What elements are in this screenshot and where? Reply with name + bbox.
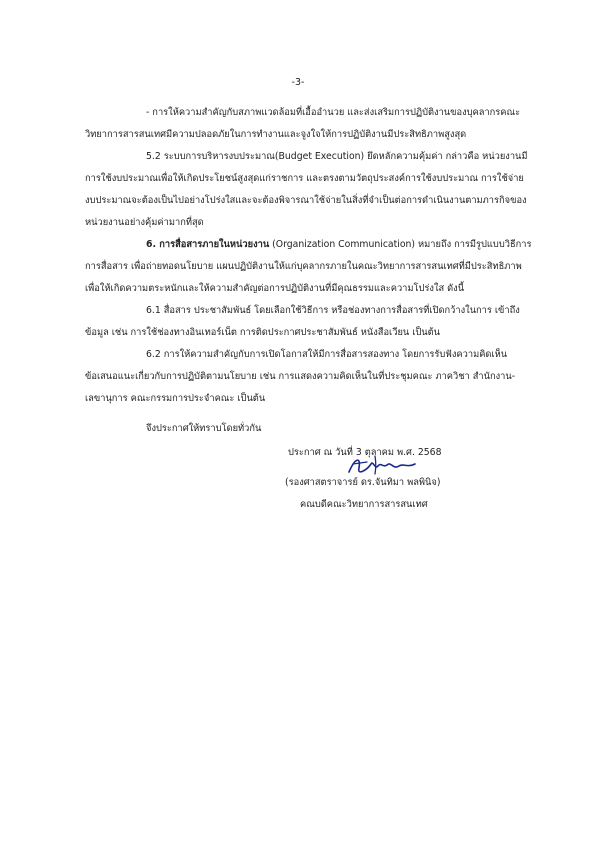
page-number: -3- [291, 77, 305, 88]
para2-line-1: 5.2 ระบบการบริหารงบประมาณ(Budget Execution) ยึดหลักความคุ้มค่า กล่าวคือ หน่วยงานมี [146, 151, 528, 162]
section-heading-rest: (Organization Communication) หมายถึง การมีรูปแบบวิธีการ [269, 239, 532, 250]
signer-name: (รองศาสตราจารย์ ดร.จันทิมา พลพินิจ) [285, 477, 441, 488]
para2-line-3: งบประมาณจะต้องเป็นไปอย่างโปร่งใสและจะต้องพิจารณาใช้จ่ายในสิ่งที่จำเป็นต่อการดำเนินงานตามภารกิจของ [85, 195, 527, 206]
para2-line-2: การใช้งบประมาณเพื่อให้เกิดประโยชน์สูงสุดแก่ราชการ และตรงตามวัตถุประสงค์การใช้งบประมาณ การใช้จ่าย [85, 173, 524, 184]
section-heading: 6. การสื่อสารภายในหน่วยงาน [146, 239, 270, 250]
para3-line-2: การสื่อสาร เพื่อถ่ายทอดนโยบาย แผนปฏิบัติงานให้แก่บุคลากรภายในคณะวิทยาการสารสนเทศที่มีประสิทธิภาพ [85, 261, 522, 272]
signature-image [345, 450, 425, 480]
para1-line-2: วิทยาการสารสนเทศมีความปลอดภัยในการทำงานและจูงใจให้การปฏิบัติงานมีประสิทธิภาพสูงสุด [85, 129, 467, 140]
para4-line-1: 6.1 สื่อสาร ประชาสัมพันธ์ โดยเลือกใช้วิธีการ หรือช่องทางการสื่อสารที่เปิดกว้างในการ เข้าถึง [146, 305, 520, 316]
para5-line-2: ข้อเสนอแนะเกี่ยวกับการปฏิบัติตามนโยบาย เช่น การแสดงความคิดเห็นในที่ประชุมคณะ ภาควิชา สำนักงาน- [85, 371, 516, 382]
para2-line-4: หน่วยงานอย่างคุ้มค่ามากที่สุด [85, 217, 204, 228]
para4-line-2: ข้อมูล เช่น การใช้ช่องทางอินเทอร์เน็ต การติดประกาศประชาสัมพันธ์ หนังสือเวียน เป็นต้น [85, 327, 441, 338]
date-line: ประกาศ ณ วันที่ 3 ตุลาคม พ.ศ. 2568 [288, 447, 442, 458]
para1-line-1: - การให้ความสำคัญกับสภาพแวดล้อมที่เอื้ออำนวย และส่งเสริมการปฏิบัติงานของบุคลากรคณะ [146, 107, 521, 118]
para5-line-3: เลขานุการ คณะกรรมการประจำคณะ เป็นต้น [85, 393, 266, 404]
signer-title: คณบดีคณะวิทยาการสารสนเทศ [300, 499, 428, 510]
para5-line-1: 6.2 การให้ความสำคัญกับการเปิดโอกาสให้มีการสื่อสารสองทาง โดยการรับฟังความคิดเห็น [146, 349, 508, 360]
para3-line-3: เพื่อให้เกิดความตระหนักและให้ความสำคัญต่อการปฏิบัติงานที่มีคุณธรรมและความโปร่งใส ดังนี้ [85, 283, 465, 294]
para3-line-1 [146, 239, 531, 251]
announcement: จึงประกาศให้ทราบโดยทั่วกัน [146, 423, 262, 434]
